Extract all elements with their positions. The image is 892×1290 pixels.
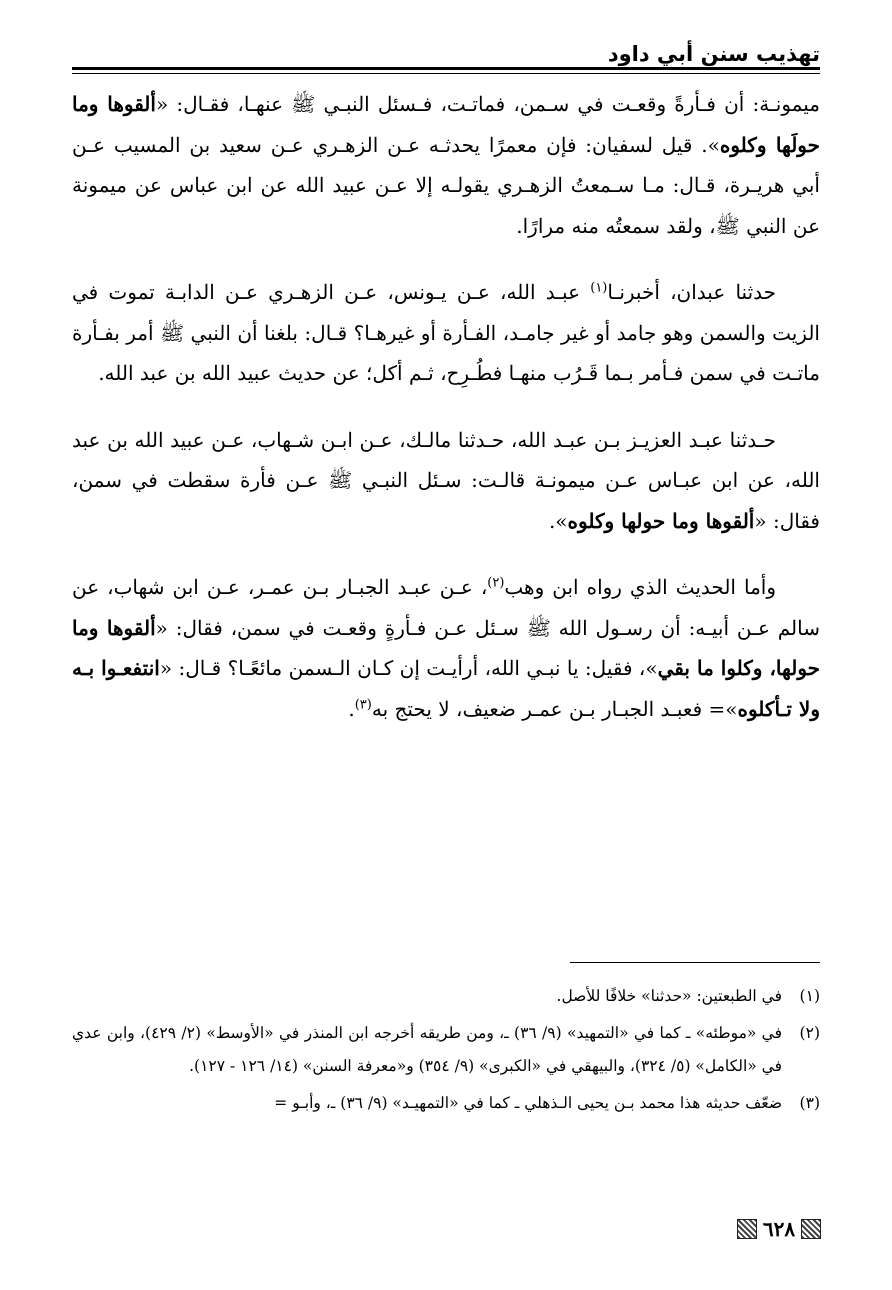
- ornament-icon: [737, 1219, 757, 1239]
- paragraph: [72, 420, 820, 542]
- footnote-reference: (٣): [354, 696, 372, 712]
- header-rule-thick: [72, 67, 820, 70]
- footnote-reference: (١): [590, 280, 608, 296]
- text-segment: ، عـن عبـد الجبـار بـن عمـر، عـن ابن شهاب، عن سالم عـن أبيـه: أن رسـول الله ﷺ سـئل عـن فـأرةٍ وقعـت في سمن، فقال: «: [72, 575, 820, 640]
- text-segment: .: [348, 696, 355, 721]
- text-segment: حدثنا عبدان، أخبرنـا: [607, 280, 776, 304]
- text-segment: عبـد الله، عـن يـونس، عـن الزهـري عـن الدابـة تموت في الزيت والسمن وهو جامد أو غير جامـد، الفـأرة أو غيرهـا؟ قـال: بلغنا أن النبي ﷺ أمر بفـأرة ماتـت في سمن فـأمر بـما قَـرُب منهـا فطُـرِح، ثـم أكل؛ عن حديث عبيد الله بن عبد الله.: [72, 280, 820, 385]
- text-segment: حـدثنا عبـد العزيـز بـن عبـد الله، حـدثنا مالـك، عـن ابـن شـهاب، عـن عبيد الله بن عبد الله، عن ابن عبـاس عـن ميمونـة قالـت: سـئل النبـي ﷺ عـن فأرة سقطت في سمن، فقال: «: [72, 427, 820, 533]
- paragraph: [72, 272, 820, 394]
- text-segment: وأما الحديث الذي رواه ابن وهب: [504, 575, 776, 599]
- footnote-text: في «موطئه» ـ كما في «التمهيد» (٩/ ٣٦) ـ، ومن طريقه أخرجه ابن المنذر في «الأوسط» (٢/ ٤٢٩)، وابن عدي في «الكامل» (٥/ ٣٢٤)، والبيهقي في «الكبرى» (٩/ ٣٥٤) و«معرفة السنن» (١٤/ ١٢٦ - ١٢٧).: [72, 1024, 783, 1075]
- footnote: [72, 1087, 820, 1120]
- hadith-quote: انتفعـوا بـه ولا تـأكلوه: [72, 656, 820, 721]
- hadith-quote: ألقوها وما حولَها وكلوه: [72, 92, 820, 157]
- page-number: ٦٢٨: [762, 1217, 796, 1241]
- hadith-quote: ألقوها وما حولها، وكلوا ما بقي: [72, 615, 821, 680]
- text-segment: »، فقيل: يا نبـي الله، أرأيـت إن كـان الـسمن مائعًـا؟ قـال: «: [159, 656, 658, 680]
- running-header: [72, 40, 820, 68]
- paragraph: [72, 567, 820, 729]
- footnote: [72, 980, 820, 1013]
- header-rule-thin: [72, 73, 820, 74]
- header-title: تهذيب سنن أبي داود: [607, 42, 820, 66]
- text-segment: ». قيل لسفيان: فإن معمرًا يحدثـه عـن الزهـري عـن سعيد بن المسيب عـن أبي هريـرة، قـال: مـا سـمعتُ الزهـري يقولـه إلا عـن عبيد الله عن ابن عباس عن ميمونة عن النبي ﷺ، ولقد سمعتُه منه مرارًا.: [72, 132, 820, 238]
- hadith-quote: ألقوها وما حولها وكلوه: [567, 508, 755, 533]
- text-segment: ».: [548, 508, 568, 533]
- footnote: [72, 1017, 820, 1083]
- text-segment: »= فعبـد الجبـار بـن عمـر ضعيف، لا يحتج به: [371, 696, 738, 721]
- page-number-box: [734, 1215, 824, 1243]
- footnote-separator: [570, 962, 820, 963]
- footnote-number: (٢): [799, 1024, 820, 1042]
- footnote-number: (١): [799, 987, 820, 1005]
- ornament-icon: [801, 1219, 821, 1239]
- footnote-number: (٣): [799, 1094, 820, 1112]
- paragraph: [72, 84, 820, 246]
- footnote-reference: (٢): [487, 575, 505, 591]
- body-text: [72, 84, 820, 755]
- footnote-text: ضعّف حديثه هذا محمد بـن يحيى الـذهلي ـ كما في «التمهيـد» (٩/ ٣٦) ـ، وأبـو =: [274, 1094, 782, 1112]
- footnotes: [72, 980, 820, 1124]
- footnote-text: في الطبعتين: «حدثنا» خلافًا للأصل.: [556, 987, 782, 1005]
- text-segment: ميمونـة: أن فـأرةً وقعـت في سـمن، فماتـت، فـسئل النبـي ﷺ عنهـا، فقـال: «: [155, 92, 820, 116]
